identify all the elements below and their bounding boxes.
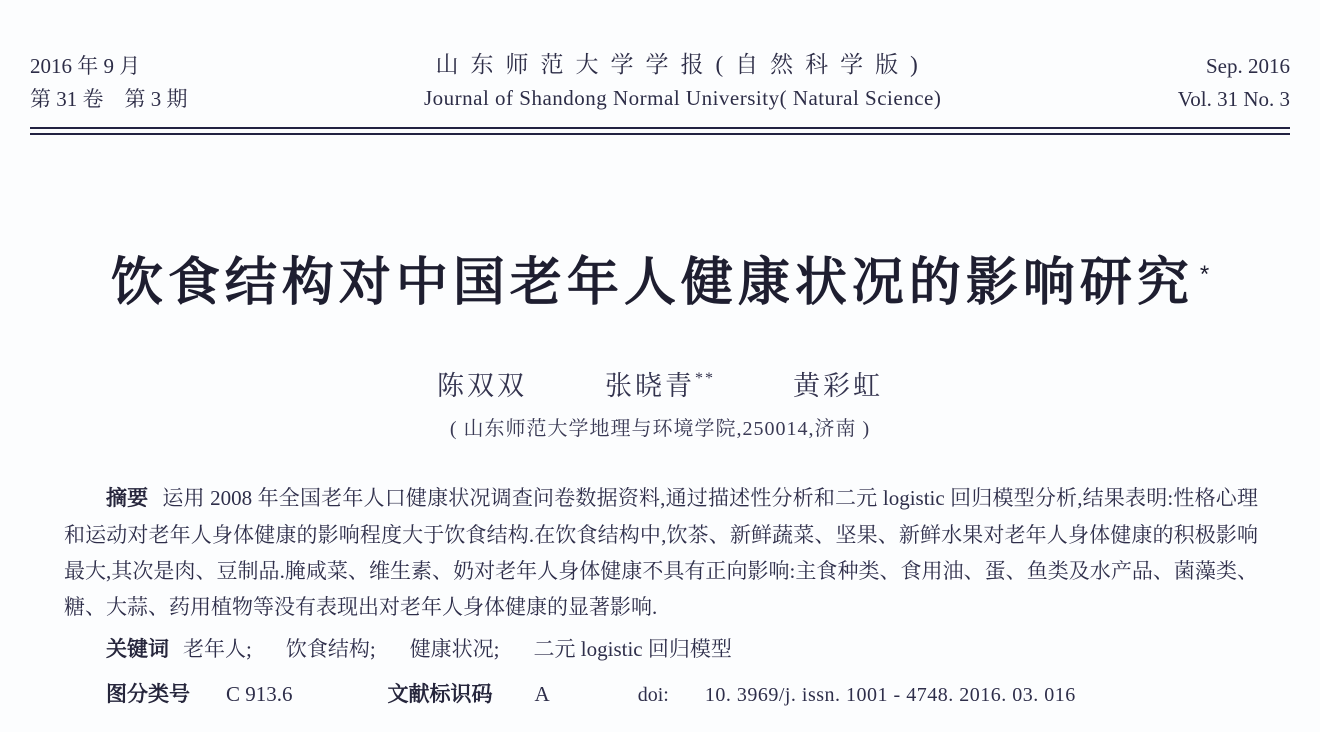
journal-title-en: Journal of Shandong Normal University( Natural Science) <box>423 85 942 110</box>
article-title <box>0 240 1320 315</box>
masthead-left <box>30 50 188 115</box>
clc-value: C 913.6 <box>226 682 293 706</box>
classification-row <box>64 676 1258 713</box>
authors-row <box>0 364 1320 403</box>
masthead-double-rule <box>30 127 1290 135</box>
keywords-row <box>64 631 1258 668</box>
abstract-text: 运用 2008 年全国老年人口健康状况调查问卷数据资料,通过描述性分析和二元 logistic 回归模型分析,结果表明:性格心理和运动对老年人身体健康的影响程度大于饮食结构.在饮食结构中,饮茶、新鲜蔬菜、坚果、新鲜水果对老年人身体健康的积极影响最大,其次是肉、豆制品.腌咸菜、维生素、奶对老年人身体健康不具有正向影响:主食种类、食用油、蛋、鱼类及水产品、菌藻类、糖、大蒜、药用植物等没有表现出对老年人身体健康的显著影响. <box>64 486 1258 619</box>
masthead-center <box>188 50 1178 111</box>
issue-date-en: Sep. 2016 <box>1206 54 1290 78</box>
title-footnote-marker: * <box>1199 261 1210 288</box>
volume-issue-en: Vol. 31 No. 3 <box>1177 86 1290 111</box>
author <box>793 364 883 403</box>
keyword-item: 二元 logistic 回归模型 <box>533 637 732 661</box>
journal-title-cn: 山东师范大学学报(自然科学版) <box>435 52 930 77</box>
keywords-label: 关键词 <box>106 638 169 661</box>
volume-issue-cn: 第 31 卷 第 3 期 <box>30 86 188 111</box>
author-name: 张晓青 <box>605 371 695 401</box>
issue-date-cn: 2016 年 9 月 <box>30 54 141 78</box>
article-title-text: 饮食结构对中国老年人健康状况的影响研究 <box>110 254 1194 312</box>
doc-code-value: A <box>534 682 550 706</box>
keyword-item: 老年人; <box>183 637 252 661</box>
author-mark: ** <box>695 370 715 387</box>
author <box>605 364 715 403</box>
doi-label: doi: <box>637 684 669 706</box>
masthead-right <box>1178 50 1290 115</box>
clc-label: 图分类号 <box>106 683 190 706</box>
author-name: 陈双双 <box>437 371 527 401</box>
author <box>437 364 527 403</box>
front-matter <box>64 480 1258 713</box>
doc-code-label: 文献标识码 <box>387 683 493 706</box>
affiliation: ( 山东师范大学地理与环境学院,250014,济南 ) <box>449 418 871 440</box>
keyword-item: 健康状况; <box>409 637 500 661</box>
abstract-paragraph <box>64 480 1258 625</box>
doi-value: 10. 3969/j. issn. 1001 - 4748. 2016. 03. 016 <box>704 684 1076 706</box>
keyword-item: 饮食结构; <box>285 637 376 661</box>
author-name: 黄彩虹 <box>793 371 883 401</box>
abstract-label: 摘要 <box>106 487 149 510</box>
journal-masthead <box>30 50 1290 115</box>
